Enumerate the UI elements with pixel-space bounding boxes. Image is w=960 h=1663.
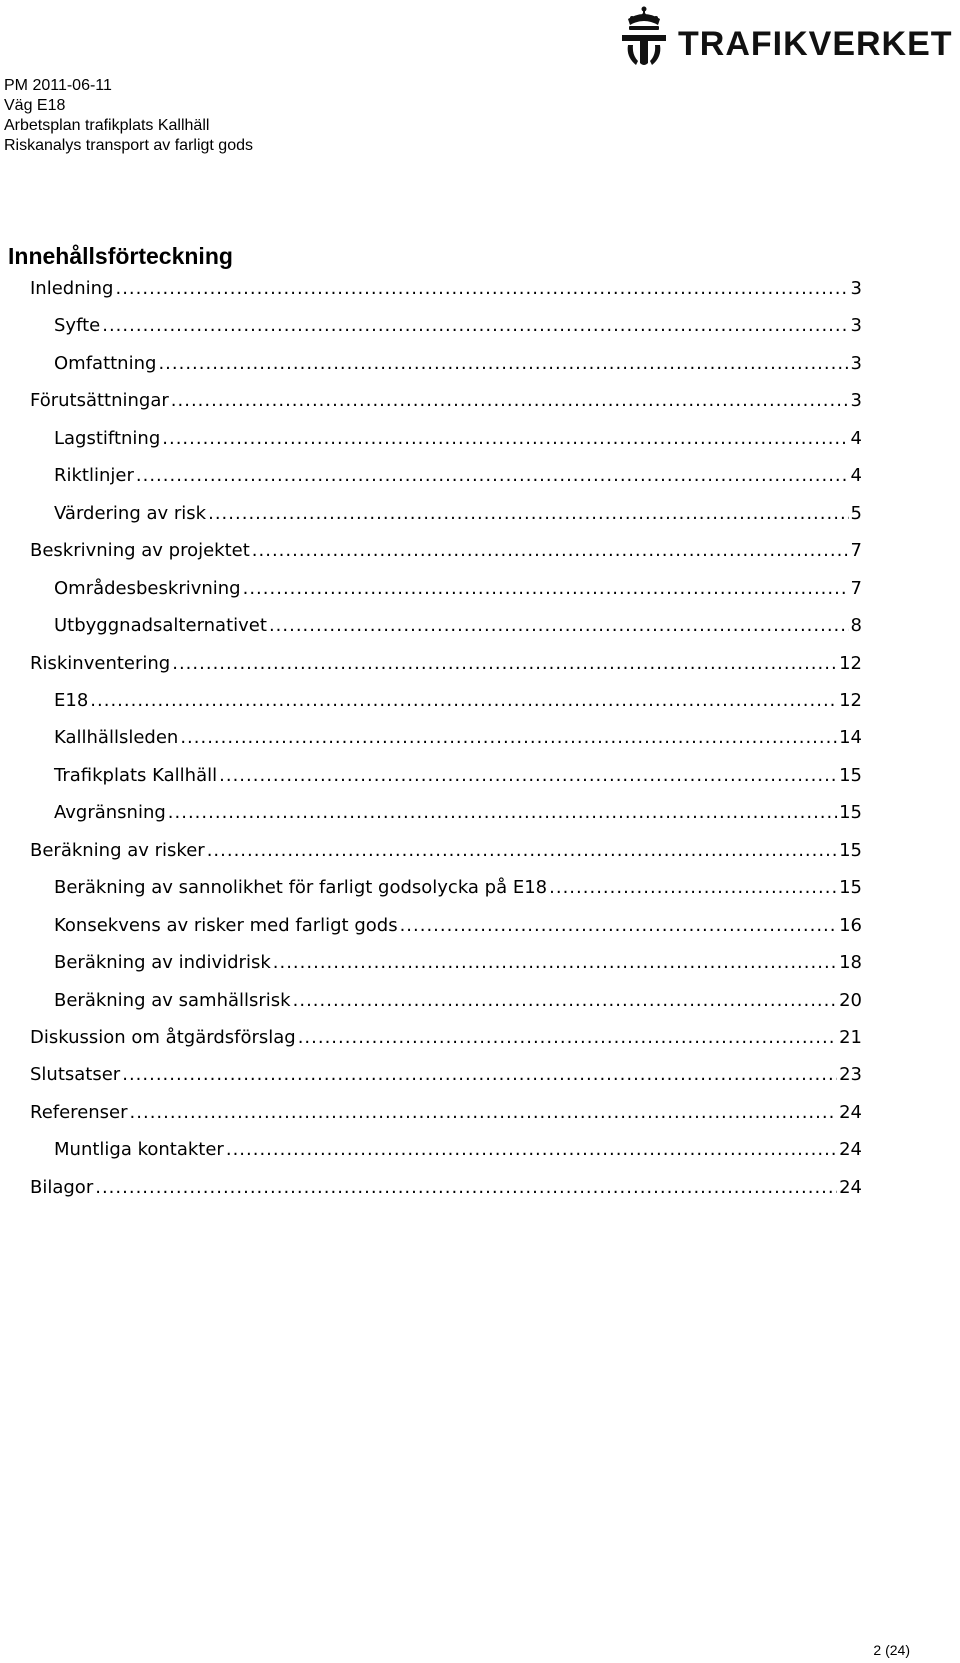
header-road: Väg E18 bbox=[4, 97, 66, 114]
toc-entry-label: Beräkning av risker bbox=[30, 840, 205, 861]
toc-entry[interactable] bbox=[54, 800, 862, 826]
toc-entry[interactable] bbox=[54, 613, 862, 639]
toc-entry[interactable] bbox=[30, 1025, 862, 1051]
toc-leader-dots bbox=[273, 950, 837, 976]
toc-entry[interactable] bbox=[30, 388, 862, 414]
toc-entry-page: 12 bbox=[839, 653, 862, 674]
toc-entry-label: Beräkning av sannolikhet för farligt godsolycka på E18 bbox=[54, 877, 548, 898]
toc-entry[interactable] bbox=[30, 1100, 862, 1126]
toc-leader-dots bbox=[180, 725, 837, 751]
document-header bbox=[4, 76, 253, 156]
toc-entry-label: Trafikplats Kallhäll bbox=[54, 765, 218, 786]
toc-entry-label: Bilagor bbox=[30, 1177, 94, 1198]
toc-leader-dots bbox=[208, 501, 848, 527]
toc-entry-label: Avgränsning bbox=[54, 802, 166, 823]
toc-entry-page: 8 bbox=[850, 615, 862, 636]
toc-entry-page: 16 bbox=[839, 915, 862, 936]
toc-entry-label: Syfte bbox=[54, 315, 101, 336]
toc-entry-page: 15 bbox=[839, 802, 862, 823]
toc-entry-label: Värdering av risk bbox=[54, 503, 207, 524]
toc-leader-dots bbox=[219, 763, 837, 789]
toc-entry-label: Kallhällsleden bbox=[54, 727, 179, 748]
toc-entry[interactable] bbox=[54, 950, 862, 976]
toc-entry[interactable] bbox=[30, 838, 862, 864]
header-date: PM 2011-06-11 bbox=[4, 77, 112, 94]
toc-leader-dots bbox=[95, 1175, 837, 1201]
toc-entry[interactable] bbox=[54, 725, 862, 751]
toc-entry-label: E18 bbox=[54, 690, 89, 711]
toc-entry[interactable] bbox=[54, 313, 862, 339]
toc-entry-label: Utbyggnadsalternativet bbox=[54, 615, 267, 636]
header-plan: Arbetsplan trafikplats Kallhäll bbox=[4, 117, 210, 134]
toc-leader-dots bbox=[298, 1025, 837, 1051]
toc-entry[interactable] bbox=[30, 1175, 862, 1201]
trafikverket-logo bbox=[618, 4, 953, 72]
toc-entry-label: Beskrivning av projektet bbox=[30, 540, 250, 561]
logo-wordmark: TRAFIKVERKET bbox=[678, 24, 953, 63]
toc-entry-label: Riktlinjer bbox=[54, 465, 134, 486]
page-number: 2 (24) bbox=[873, 1642, 910, 1658]
toc-entry-page: 4 bbox=[850, 465, 862, 486]
toc-entry-label: Beräkning av samhällsrisk bbox=[54, 990, 291, 1011]
toc-entry[interactable] bbox=[54, 913, 862, 939]
toc-leader-dots bbox=[158, 351, 848, 377]
toc-entry-page: 24 bbox=[839, 1102, 862, 1123]
header-subject: Riskanalys transport av farligt gods bbox=[4, 137, 253, 154]
toc-entry[interactable] bbox=[30, 1062, 862, 1088]
toc-leader-dots bbox=[136, 463, 849, 489]
toc-entry[interactable] bbox=[30, 651, 862, 677]
toc-entry[interactable] bbox=[54, 763, 862, 789]
toc-entry-label: Områdesbeskrivning bbox=[54, 578, 241, 599]
toc-entry-page: 23 bbox=[839, 1064, 862, 1085]
toc-leader-dots bbox=[226, 1137, 837, 1163]
toc-leader-dots bbox=[252, 538, 849, 564]
toc-entry-page: 24 bbox=[839, 1177, 862, 1198]
toc-entry-label: Riskinventering bbox=[30, 653, 171, 674]
toc-leader-dots bbox=[162, 426, 848, 452]
toc-entry-label: Lagstiftning bbox=[54, 428, 161, 449]
toc-entry-page: 3 bbox=[850, 315, 862, 336]
toc-leader-dots bbox=[243, 576, 849, 602]
toc-entry-page: 7 bbox=[850, 578, 862, 599]
toc-entry[interactable] bbox=[54, 501, 862, 527]
toc-leader-dots bbox=[549, 875, 837, 901]
toc-entry-label: Muntliga kontakter bbox=[54, 1139, 224, 1160]
toc-entry-page: 3 bbox=[850, 353, 862, 374]
toc-title: Innehållsförteckning bbox=[8, 243, 233, 269]
toc-leader-dots bbox=[400, 913, 838, 939]
toc-entry-label: Beräkning av individrisk bbox=[54, 952, 271, 973]
toc-entry-page: 15 bbox=[839, 765, 862, 786]
toc-leader-dots bbox=[90, 688, 837, 714]
toc-entry-page: 15 bbox=[839, 877, 862, 898]
trafikverket-crown-emblem-icon bbox=[618, 5, 670, 71]
toc-leader-dots bbox=[122, 1062, 837, 1088]
toc-entry-label: Konsekvens av risker med farligt gods bbox=[54, 915, 398, 936]
toc-entry-label: Inledning bbox=[30, 278, 114, 299]
toc-entry-page: 24 bbox=[839, 1139, 862, 1160]
toc-entry-page: 15 bbox=[839, 840, 862, 861]
toc-entry-page: 3 bbox=[850, 278, 862, 299]
toc-entry-page: 4 bbox=[850, 428, 862, 449]
toc-entry-page: 7 bbox=[850, 540, 862, 561]
toc-leader-dots bbox=[207, 838, 837, 864]
toc-entry-page: 3 bbox=[850, 390, 862, 411]
toc-leader-dots bbox=[293, 988, 837, 1014]
toc-leader-dots bbox=[269, 613, 849, 639]
toc-entry-page: 20 bbox=[839, 990, 862, 1011]
toc-entry-label: Omfattning bbox=[54, 353, 157, 374]
toc-entry-label: Slutsatser bbox=[30, 1064, 121, 1085]
toc-leader-dots bbox=[171, 388, 849, 414]
toc-entry[interactable] bbox=[54, 426, 862, 452]
toc-entry[interactable] bbox=[54, 351, 862, 377]
toc-entry-label: Förutsättningar bbox=[30, 390, 169, 411]
toc-leader-dots bbox=[168, 800, 837, 826]
toc-entry-page: 12 bbox=[839, 690, 862, 711]
toc-leader-dots bbox=[102, 313, 848, 339]
toc-entry[interactable] bbox=[54, 463, 862, 489]
toc-entry-page: 14 bbox=[839, 727, 862, 748]
toc-entry[interactable] bbox=[54, 576, 862, 602]
toc-entry[interactable] bbox=[54, 988, 862, 1014]
toc-entry-page: 5 bbox=[850, 503, 862, 524]
toc-entry[interactable] bbox=[54, 688, 862, 714]
toc-entry[interactable] bbox=[54, 1137, 862, 1163]
toc-entry[interactable] bbox=[30, 276, 862, 302]
toc-leader-dots bbox=[130, 1100, 838, 1126]
toc-entry[interactable] bbox=[30, 538, 862, 564]
toc-entry-label: Referenser bbox=[30, 1102, 128, 1123]
toc-entry-page: 21 bbox=[839, 1027, 862, 1048]
toc-entry[interactable] bbox=[54, 875, 862, 901]
toc-leader-dots bbox=[172, 651, 837, 677]
toc-entry-page: 18 bbox=[839, 952, 862, 973]
toc-entry-label: Diskussion om åtgärdsförslag bbox=[30, 1027, 296, 1048]
toc-leader-dots bbox=[115, 276, 848, 302]
